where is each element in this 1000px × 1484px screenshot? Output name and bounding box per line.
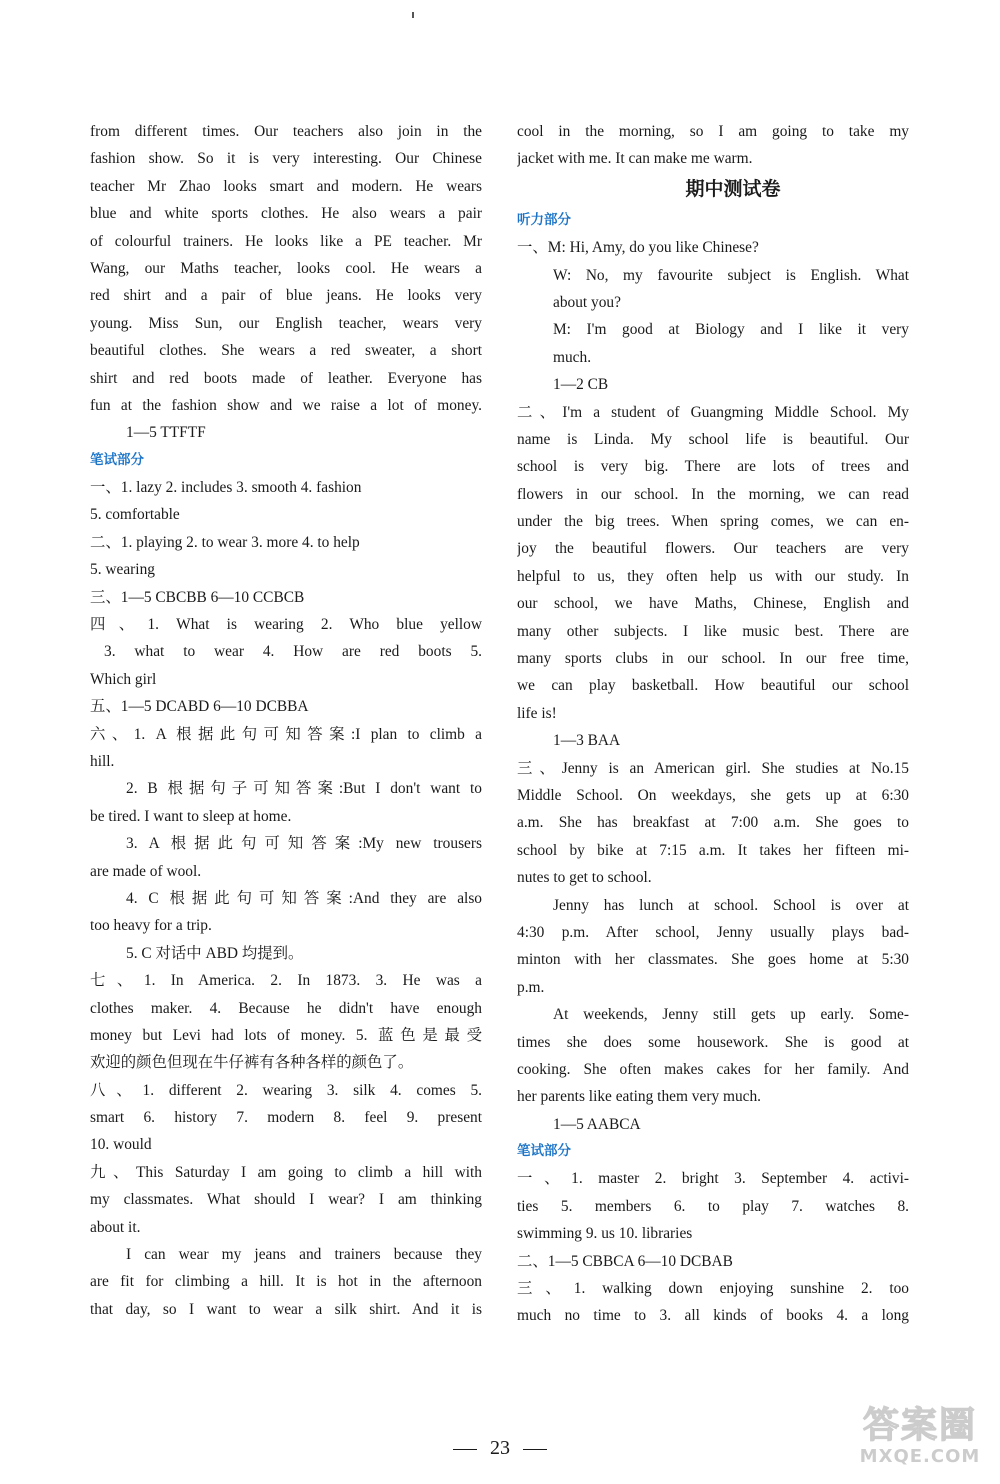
text-line: fashion show. So it is very interesting. Our Chinese <box>90 150 482 168</box>
text-line: young. Miss Sun, our English teacher, wears very <box>90 314 482 332</box>
text-line: 10. would <box>90 1136 152 1154</box>
page-number-value: 23 <box>490 1437 510 1459</box>
text-line: hill. <box>90 752 115 770</box>
scan-mark <box>412 12 414 18</box>
text-line: 一、1. master 2. bright 3. September 4. activi- <box>517 1170 909 1188</box>
text-line: 5. C 对话中 ABD 均提到。 <box>126 944 304 962</box>
text-line: joy the beautiful flowers. Our teachers are very <box>517 540 909 558</box>
text-line: 三、1—5 CBCBB 6—10 CCBCB <box>90 588 305 606</box>
text-line: are made of wool. <box>90 862 202 880</box>
text-line: 3. A 根据此句可知答案:My new trousers <box>126 835 482 853</box>
text-line: are fit for climbing a hill. It is hot in the afternoon <box>90 1273 482 1291</box>
watermark-title: 答案圈 <box>862 1405 977 1446</box>
text-line: flowers in our school. In the morning, we can read <box>517 485 909 503</box>
text-line: 5. wearing <box>90 561 155 579</box>
text-line: cool in the morning, so I am going to take my <box>517 123 909 140</box>
section-heading: 笔试部分 <box>90 451 144 468</box>
text-line: teacher Mr Zhao looks smart and modern. He wears <box>90 177 482 195</box>
text-line: 1—3 BAA <box>553 732 621 750</box>
text-line: 一、1. lazy 2. includes 3. smooth 4. fashion <box>90 479 362 497</box>
text-line: 一、M: Hi, Amy, do you like Chinese? <box>517 239 759 257</box>
text-line: I can wear my jeans and trainers because they <box>126 1246 482 1264</box>
text-line: beautiful clothes. She wears a red sweater, a short <box>90 342 482 360</box>
page-number-dash-right <box>523 1449 547 1450</box>
text-line: 5. comfortable <box>90 506 180 524</box>
text-line: of colourful trainers. He looks like a PE teacher. Mr <box>90 232 482 250</box>
text-line: 三、Jenny is an American girl. She studies at No.15 <box>517 759 909 777</box>
text-line: about it. <box>90 1218 141 1236</box>
text-line: 2. B 根据句子可知答案:But I don't want to <box>126 780 482 798</box>
text-line: 二、1. playing 2. to wear 3. more 4. to help <box>90 533 360 551</box>
text-line: blue and white sports clothes. He also wears a pair <box>90 205 482 223</box>
text-line: school is very big. There are lots of trees and <box>517 458 909 476</box>
text-line: jacket with me. It can make me warm. <box>517 150 753 168</box>
section-heading: 听力部分 <box>517 211 571 228</box>
text-line: minton with her classmates. She goes home at 5:30 <box>517 951 909 969</box>
text-line: 四、1. What is wearing 2. Who blue yellow <box>90 616 482 634</box>
right-column <box>517 118 909 1330</box>
text-line: nutes to get to school. <box>517 869 652 887</box>
section-title: 期中测试卷 <box>685 177 781 200</box>
text-line: 二、I'm a student of Guangming Middle School. My <box>517 403 909 421</box>
text-line: W: No, my favourite subject is English. What <box>553 266 909 284</box>
page-number-dash-left <box>453 1449 477 1450</box>
text-line: our school, we have Maths, Chinese, English and <box>517 595 909 613</box>
text-line: shirt and red boots made of leather. Everyone has <box>90 369 482 387</box>
text-line: life is! <box>517 704 557 722</box>
right-column-main <box>517 207 909 1330</box>
text-line: 4:30 p.m. After school, Jenny usually plays bad- <box>517 923 909 941</box>
watermark-logo <box>850 1406 990 1478</box>
text-line: my classmates. What should I wear? I am thinking <box>90 1191 482 1209</box>
text-line: times she does some housework. She is good at <box>517 1033 909 1051</box>
text-line: a.m. She has breakfast at 7:00 a.m. She goes to <box>517 814 909 832</box>
text-line: from different times. Our teachers also join in the <box>90 123 482 140</box>
text-line: many other subjects. I like music best. There are <box>517 622 909 640</box>
text-line: money but Levi had lots of money. 5. 蓝色是最受 <box>90 1026 482 1044</box>
text-line: her parents like eating them very much. <box>517 1088 762 1106</box>
text-line: 4. C 根据此句可知答案:And they are also <box>126 889 482 907</box>
section-heading: 笔试部分 <box>517 1143 571 1160</box>
text-line: 七、1. In America. 2. In 1873. 3. He was a <box>90 972 482 990</box>
left-column <box>90 118 482 1323</box>
text-line: under the big trees. When spring comes, we can en- <box>517 513 909 531</box>
text-line: 二、1—5 CBBCA 6—10 DCBAB <box>517 1252 733 1270</box>
text-line: much no time to 3. all kinds of books 4. a long <box>517 1307 909 1325</box>
text-line: we can play basketball. How beautiful our school <box>517 677 909 695</box>
text-line: clothes maker. 4. Because he didn't have enough <box>90 999 482 1017</box>
text-line: 五、1—5 DCABD 6—10 DCBBA <box>90 698 309 716</box>
text-line: 3. what to wear 4. How are red boots 5. <box>104 643 482 661</box>
text-line: ties 5. members 6. to play 7. watches 8. <box>517 1197 909 1215</box>
text-line: 三、1. walking down enjoying sunshine 2. too <box>517 1280 909 1298</box>
text-line: 1—2 CB <box>553 376 609 394</box>
text-line: fun at the fashion show and we raise a lot of money. <box>90 396 482 414</box>
text-line: Wang, our Maths teacher, looks cool. He wears a <box>90 259 482 277</box>
text-line: many sports clubs in our school. In our free time, <box>517 650 909 668</box>
text-line: much. <box>553 348 592 366</box>
text-line: name is Linda. My school life is beautiful. Our <box>517 430 909 448</box>
text-line: helpful to us, they often help us with our study. In <box>517 567 909 585</box>
watermark-url: MXQE.COM <box>859 1446 981 1467</box>
text-line: Which girl <box>90 670 157 688</box>
text-line: M: I'm good at Biology and I like it very <box>553 321 909 339</box>
text-line: At weekends, Jenny still gets up early. Some- <box>553 1006 909 1024</box>
text-line: 欢迎的颜色但现在牛仔裤有各种各样的颜色了。 <box>90 1054 414 1072</box>
text-line: 九、This Saturday I am going to climb a hill with <box>90 1163 482 1181</box>
text-line: p.m. <box>517 978 545 996</box>
text-line: smart 6. history 7. modern 8. feel 9. present <box>90 1109 482 1127</box>
text-line: 1—5 AABCA <box>553 1115 641 1133</box>
text-line: too heavy for a trip. <box>90 917 212 935</box>
text-line: that day, so I want to wear a silk shirt. And it is <box>90 1300 482 1318</box>
text-line: school by bike at 7:15 a.m. It takes her fifteen mi- <box>517 841 909 859</box>
text-line: Jenny has lunch at school. School is over at <box>553 896 909 914</box>
text-line: about you? <box>553 293 621 311</box>
text-line: 六、1. A 根据此句可知答案:I plan to climb a <box>90 725 482 743</box>
text-line: 1—5 TTFTF <box>126 424 206 442</box>
text-line: be tired. I want to sleep at home. <box>90 807 292 825</box>
text-line: red shirt and a pair of blue jeans. He looks very <box>90 287 482 305</box>
text-line: 八、1. different 2. wearing 3. silk 4. comes 5. <box>90 1081 482 1099</box>
text-line: swimming 9. us 10. libraries <box>517 1225 693 1243</box>
text-line: Middle School. On weekdays, she gets up at 6:30 <box>517 786 909 804</box>
text-line: cooking. She often makes cakes for her family. And <box>517 1060 909 1078</box>
right-column-continuation <box>517 118 909 173</box>
